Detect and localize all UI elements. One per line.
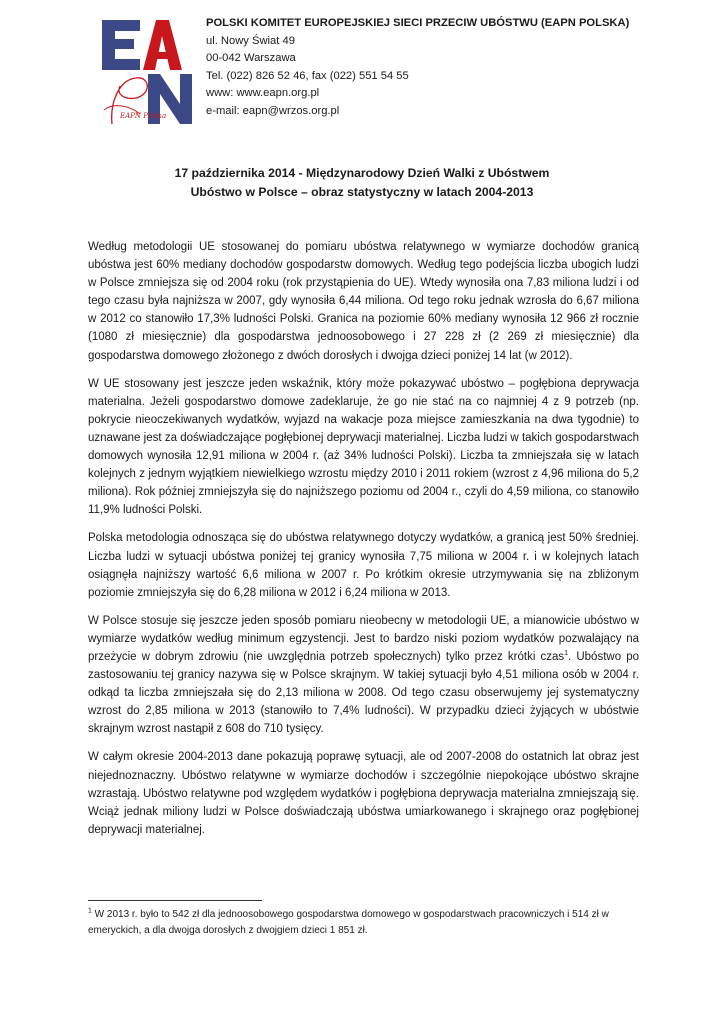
paragraph-4	[88, 612, 639, 739]
paragraph-4-part-2: . Ubóstwo po zastosowaniu tej granicy nazywa się w Polsce skrajnym. W takiej sytuacji było 4,51 miliona osób w 2004 r. odkąd ta liczba zmniejszała się do 2,13 miliona w 2008. Od tego czasu obserwujemy jej systematyczny wzrost do 2,85 miliona w 2013 (stanowiło to 7,4% ludności). W przypadku dzieci żyjących w ubóstwie skrajnym wzrost nastąpił z 608 do 710 tysięcy.	[88, 650, 639, 736]
eapn-logo	[96, 14, 196, 126]
paragraph-2: W UE stosowany jest jeszcze jeden wskaźnik, który może pokazywać ubóstwo – pogłębiona deprywacja materialna. Jeżeli gospodarstwo domowe zadeklaruje, że go nie stać na co najmniej 4 z 9 potrzeb (np. pokrycie nieoczekiwanych wydatków, wyjazd na wakacje poza miejsce zamieszkania na dwa tygodnie) to uznawane jest za doświadczające pogłębionej deprywacji materialnej. Liczba ludzi w takich gospodarstwach domowych wynosiła 12,91 miliona w 2004 r. (aż 34% ludności Polski). Liczba ta zmniejszała się w latach kolejnych z jednym wyjątkiem niewielkiego wzrostu między 2010 i 2011 rokiem (wzrost z 4,96 miliona do 5,2 miliona). Rok później zmniejszyła się do najniższego poziomu od 2004 r., czyli do 4,59 miliona, co stanowiło 11,9% ludności Polski.	[88, 377, 639, 517]
website-link[interactable]: www: www.eapn.org.pl	[206, 87, 320, 99]
phone-fax: Tel. (022) 826 52 46, fax (022) 551 54 55	[206, 69, 409, 82]
footnote	[88, 907, 639, 938]
footnote-number: 1	[88, 907, 92, 915]
paragraph-5: W całym okresie 2004-2013 dane pokazują poprawę sytuacji, ale od 2007-2008 do ostatnich lat obraz jest niejednoznaczny. Ubóstwo relatywne w wymiarze dochodów i szczególnie niepokojące ubóstwo skrajne wzrastają. Ubóstwo relatywne pod względem wydatków i pogłębiona deprywacja materialna zmniejszają się. Wciąż jednak miliony ludzi w Polsce doświadczają ubóstwa umiarkowanego i skrajnego oraz pogłębionej deprywacji materialnej.	[88, 751, 639, 836]
title-line-2: Ubóstwo w Polsce – obraz statystyczny w latach 2004-2013	[190, 185, 534, 199]
footnote-reference[interactable]: 1	[564, 650, 569, 658]
document-body	[88, 238, 639, 849]
paragraph-1: Według metodologii UE stosowanej do pomiaru ubóstwa relatywnego w wymiarze dochodów granicą ubóstwa jest 60% mediany dochodów gospodarstw domowych. Według tego podejścia liczba ubogich ludzi w Polsce zmniejsza się od 2004 roku (rok przystąpienia do UE). Wtedy wynosiła ona 7,83 miliona ludzi i od tego czasu była najniższa w 2007, gdy wynosiła 6,44 miliona. Od tego roku jednak wzrosła do 6,67 miliona w 2012 co stanowiło 17,3% ludności Polski. Granica na poziomie 60% mediany wynosiła 12 966 zł rocznie (1080 zł miesięcznie) dla gospodarstwa jednoosobowego i 27 228 zł (2 269 zł miesięcznie) dla gospodarstwa domowego złożonego z dwóch dorosłych i dwojga dzieci poniżej 14 lat (w 2012).	[88, 241, 639, 362]
title-line-1: 17 października 2014 - Międzynarodowy Dzień Walki z Ubóstwem	[174, 166, 550, 180]
footnote-text: W 2013 r. było to 542 zł dla jednoosobowego gospodarstwa domowego w gospodarstwach pracowniczych i 514 zł w emeryckich, a dla dwojga dorosłych z dwojgiem dzieci 1 851 zł.	[88, 909, 609, 936]
document-title	[80, 164, 644, 202]
paragraph-3: Polska metodologia odnosząca się do ubóstwa relatywnego dotyczy wydatków, a granicą jest 50% średniej. Liczba ludzi w sytuacji ubóstwa poniżej tej granicy wynosiła 7,75 miliona w 2004 r. i w kolejnych latach osiągnęła najniższy wartość 6,6 miliona w 2007 r. Po krótkim okresie utrzymywania się na zbliżonym poziomie zmniejszyła się do 6,28 miliona w 2012 i 6,24 miliona w 2013.	[88, 532, 639, 599]
logo-script-text: EAPN Polska	[120, 112, 167, 120]
organization-name: POLSKI KOMITET EUROPEJSKIEJ SIECI PRZECIW UBÓSTWU (EAPN POLSKA)	[206, 17, 630, 29]
street-address: ul. Nowy Świat 49	[206, 34, 295, 47]
email-link[interactable]: e-mail: eapn@wrzos.org.pl	[206, 104, 340, 117]
footnote-divider	[88, 900, 262, 901]
city-address: 00-042 Warszawa	[206, 52, 296, 64]
organization-info	[206, 15, 629, 120]
paragraph-4-part-1: W Polsce stosuje się jeszcze jeden sposób pomiaru nieobecny w metodologii UE, a mianowicie ubóstwo w wymiarze wydatków według minimum egzystencji. Jest to bardzo niski poziom wydatków pozwalający na przeżycie w dobrym zdrowiu (nie uwzględnia potrzeb społecznych) tylko przez krótki czas	[88, 614, 639, 663]
